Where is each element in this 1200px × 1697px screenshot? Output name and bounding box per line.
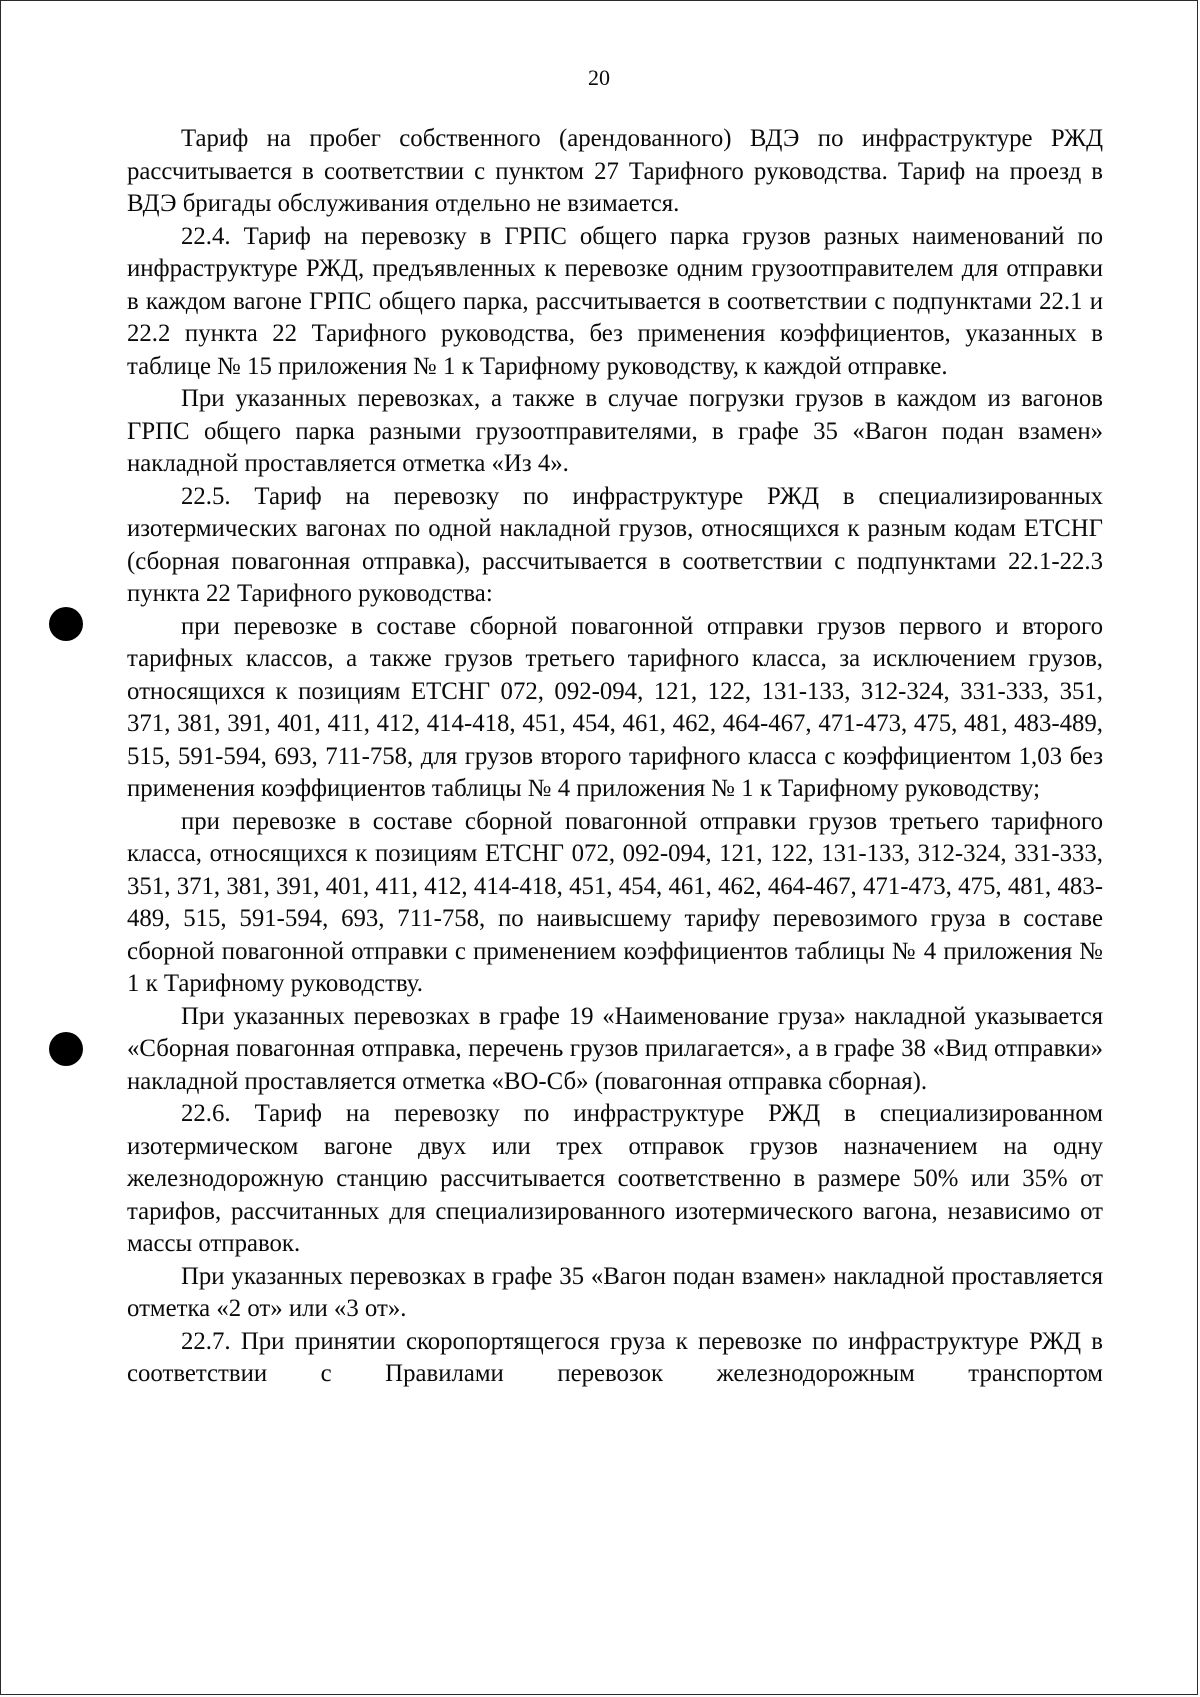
scan-punch-hole-mark bbox=[49, 1032, 83, 1066]
paragraph: При указанных перевозках в графе 35 «Вагон подан взамен» накладной проставляется отметка «2 от» или «3 от». bbox=[127, 1262, 1103, 1322]
scan-punch-hole-mark bbox=[49, 607, 83, 641]
page-number: 20 bbox=[588, 65, 610, 90]
paragraph-clause-22-6: 22.6. Тариф на перевозку по инфраструктуре РЖД в специализированном изотермическом вагоне двух или трех отправок грузов назначением на одну железнодорожную станцию рассчитывается соответственно в размере 50% или 35% от тарифов, рассчитанных для специализированного изотермического вагона, независимо от массы отправок. bbox=[127, 1100, 1103, 1257]
paragraph-clause-22-5: 22.5. Тариф на перевозку по инфраструктуре РЖД в специализированных изотермических вагонах по одной накладной грузов, относящихся к разным кодам ЕТСНГ (сборная повагонная отправка), рассчитывается в соответствии с подпунктами 22.1-22.3 пункта 22 Тарифного руководства: bbox=[127, 482, 1103, 607]
paragraph-clause-22-7: 22.7. При принятии скоропортящегося груза к перевозке по инфраструктуре РЖД в соответствии с Правилами перевозок железнодорожным транспортом bbox=[127, 1327, 1103, 1387]
paragraph: При указанных перевозках в графе 19 «Наименование груза» накладной указывается «Сборная повагонная отправка, перечень грузов прилагается», а в графе 38 «Вид отправки» накладной проставляется отметка «ВО-Сб» (повагонная отправка сборная). bbox=[127, 1002, 1103, 1095]
document-body bbox=[127, 123, 1103, 1391]
paragraph-list-item: при перевозке в составе сборной повагонной отправки грузов третьего тарифного класса, относящихся к позициям ЕТСНГ 072, 092-094, 121, 122, 131-133, 312-324, 331-333, 351, 371, 381, 391, 401, 411, 412, 414-418, 451, 454, 461, 462, 464-467, 471-473, 475, 481, 483-489, 515, 591-594, 693, 711-758, по наивысшему тарифу перевозимого груза в составе сборной повагонной отправки с применением коэффициентов таблицы № 4 приложения № 1 к Тарифному руководству. bbox=[127, 807, 1103, 997]
paragraph: При указанных перевозках, а также в случае погрузки грузов в каждом из вагонов ГРПС общего парка разными грузоотправителями, в графе 35 «Вагон подан взамен» накладной проставляется отметка «Из 4». bbox=[127, 385, 1103, 477]
paragraph-list-item: при перевозке в составе сборной повагонной отправки грузов первого и второго тарифных классов, а также грузов третьего тарифного класса, за исключением грузов, относящихся к позициям ЕТСНГ 072, 092-094, 121, 122, 131-133, 312-324, 331-333, 351, 371, 381, 391, 401, 411, 412, 414-418, 451, 454, 461, 462, 464-467, 471-473, 475, 481, 483-489, 515, 591-594, 693, 711-758, для грузов второго тарифного класса с коэффициентом 1,03 без применения коэффициентов таблицы № 4 приложения № 1 к Тарифному руководству; bbox=[127, 612, 1103, 802]
paragraph-clause-22-4: 22.4. Тариф на перевозку в ГРПС общего парка грузов разных наименований по инфраструктуре РЖД, предъявленных к перевозке одним грузоотправителем для отправки в каждом вагоне ГРПС общего парка, рассчитывается в соответствии с подпунктами 22.1 и 22.2 пункта 22 Тарифного руководства, без применения коэффициентов, указанных в таблице № 15 приложения № 1 к Тарифному руководству, к каждой отправке. bbox=[127, 222, 1103, 380]
paragraph: Тариф на пробег собственного (арендованного) ВДЭ по инфраструктуре РЖД рассчитывается в соответствии с пунктом 27 Тарифного руководства. Тариф на проезд в ВДЭ бригады обслуживания отдельно не взимается. bbox=[127, 125, 1103, 217]
